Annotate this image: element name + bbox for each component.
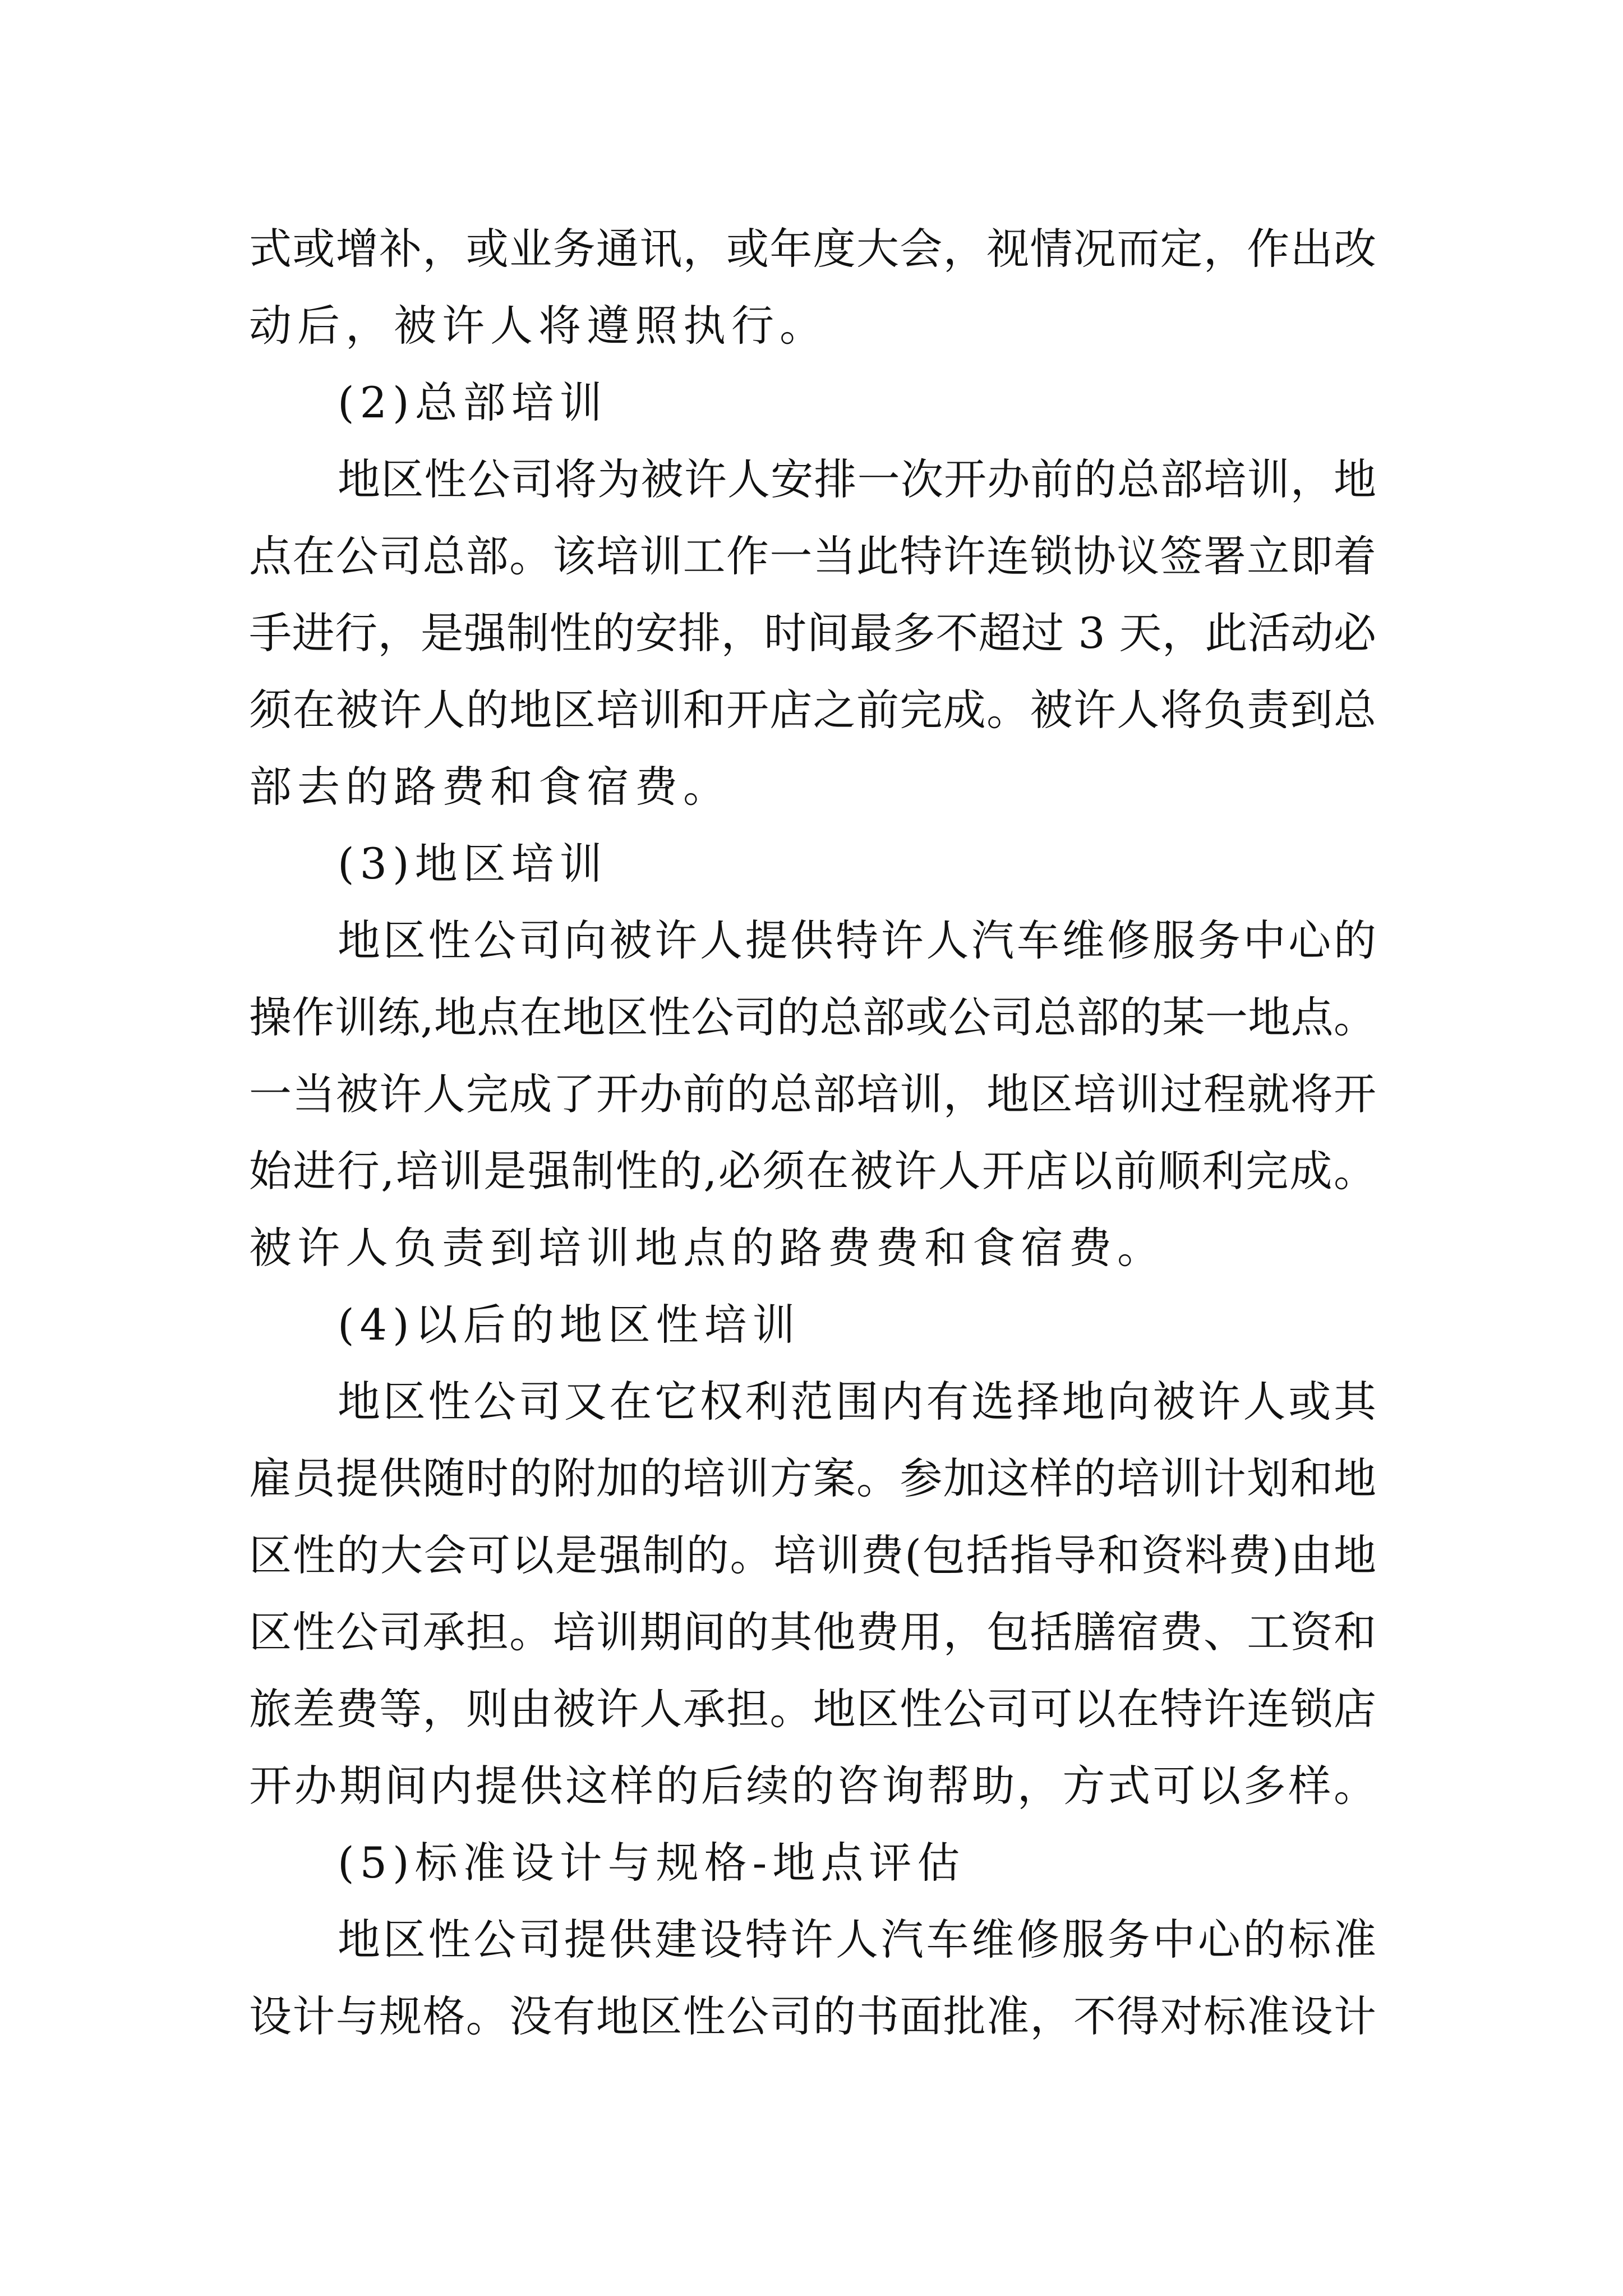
text-line: 开办期间内提供这样的后续的咨询帮助，方式可以多样。 [249, 1761, 1376, 1811]
text-line: 地区性公司提供建设特许人汽车维修服务中心的标准 [338, 1915, 1376, 1964]
text-line: 一当被许人完成了开办前的总部培训，地区培训过程就将开 [249, 1069, 1376, 1119]
text-line: 操作训练,地点在地区性公司的总部或公司总部的某一地点。 [249, 992, 1376, 1042]
text-line: 设计与规格。没有地区性公司的书面批准，不得对标准设计 [249, 1991, 1376, 2041]
text-line: 地区性公司又在它权利范围内有选择地向被许人或其 [338, 1377, 1376, 1427]
text-line: 始进行,培训是强制性的,必须在被许人开店以前顺利完成。 [249, 1146, 1376, 1196]
text-line: 地区性公司将为被许人安排一次开办前的总部培训，地 [338, 454, 1376, 504]
section-heading: (5)标准设计与规格-地点评估 [338, 1838, 966, 1888]
text-line: 手进行，是强制性的安排，时间最多不超过 3 天，此活动必 [249, 608, 1376, 658]
text-line: 须在被许人的地区培训和开店之前完成。被许人将负责到总 [249, 685, 1376, 735]
document-body [249, 210, 1376, 2055]
section-heading: (3)地区培训 [338, 839, 608, 889]
section-heading: (2)总部培训 [338, 378, 608, 427]
text-line: 区性公司承担。培训期间的其他费用，包括膳宿费、工资和 [249, 1607, 1376, 1657]
text-line: 旅差费等，则由被许人承担。地区性公司可以在特许连锁店 [249, 1684, 1376, 1734]
text-line: 点在公司总部。该培训工作一当此特许连锁协议签署立即着 [249, 531, 1376, 581]
text-line: 地区性公司向被许人提供特许人汽车维修服务中心的 [338, 915, 1376, 965]
text-line: 部去的路费和食宿费。 [249, 762, 731, 812]
section-heading: (4)以后的地区性培训 [338, 1300, 801, 1350]
text-line: 区性的大会可以是强制的。培训费(包括指导和资料费)由地 [249, 1530, 1376, 1580]
text-line: 雇员提供随时的附加的培训方案。参加这样的培训计划和地 [249, 1453, 1376, 1503]
text-line: 动后，被许人将遵照执行。 [249, 301, 828, 351]
text-line: 式或增补，或业务通讯，或年度大会，视情况而定，作出改 [249, 224, 1376, 274]
text-line: 被许人负责到培训地点的路费费和食宿费。 [249, 1223, 1165, 1273]
